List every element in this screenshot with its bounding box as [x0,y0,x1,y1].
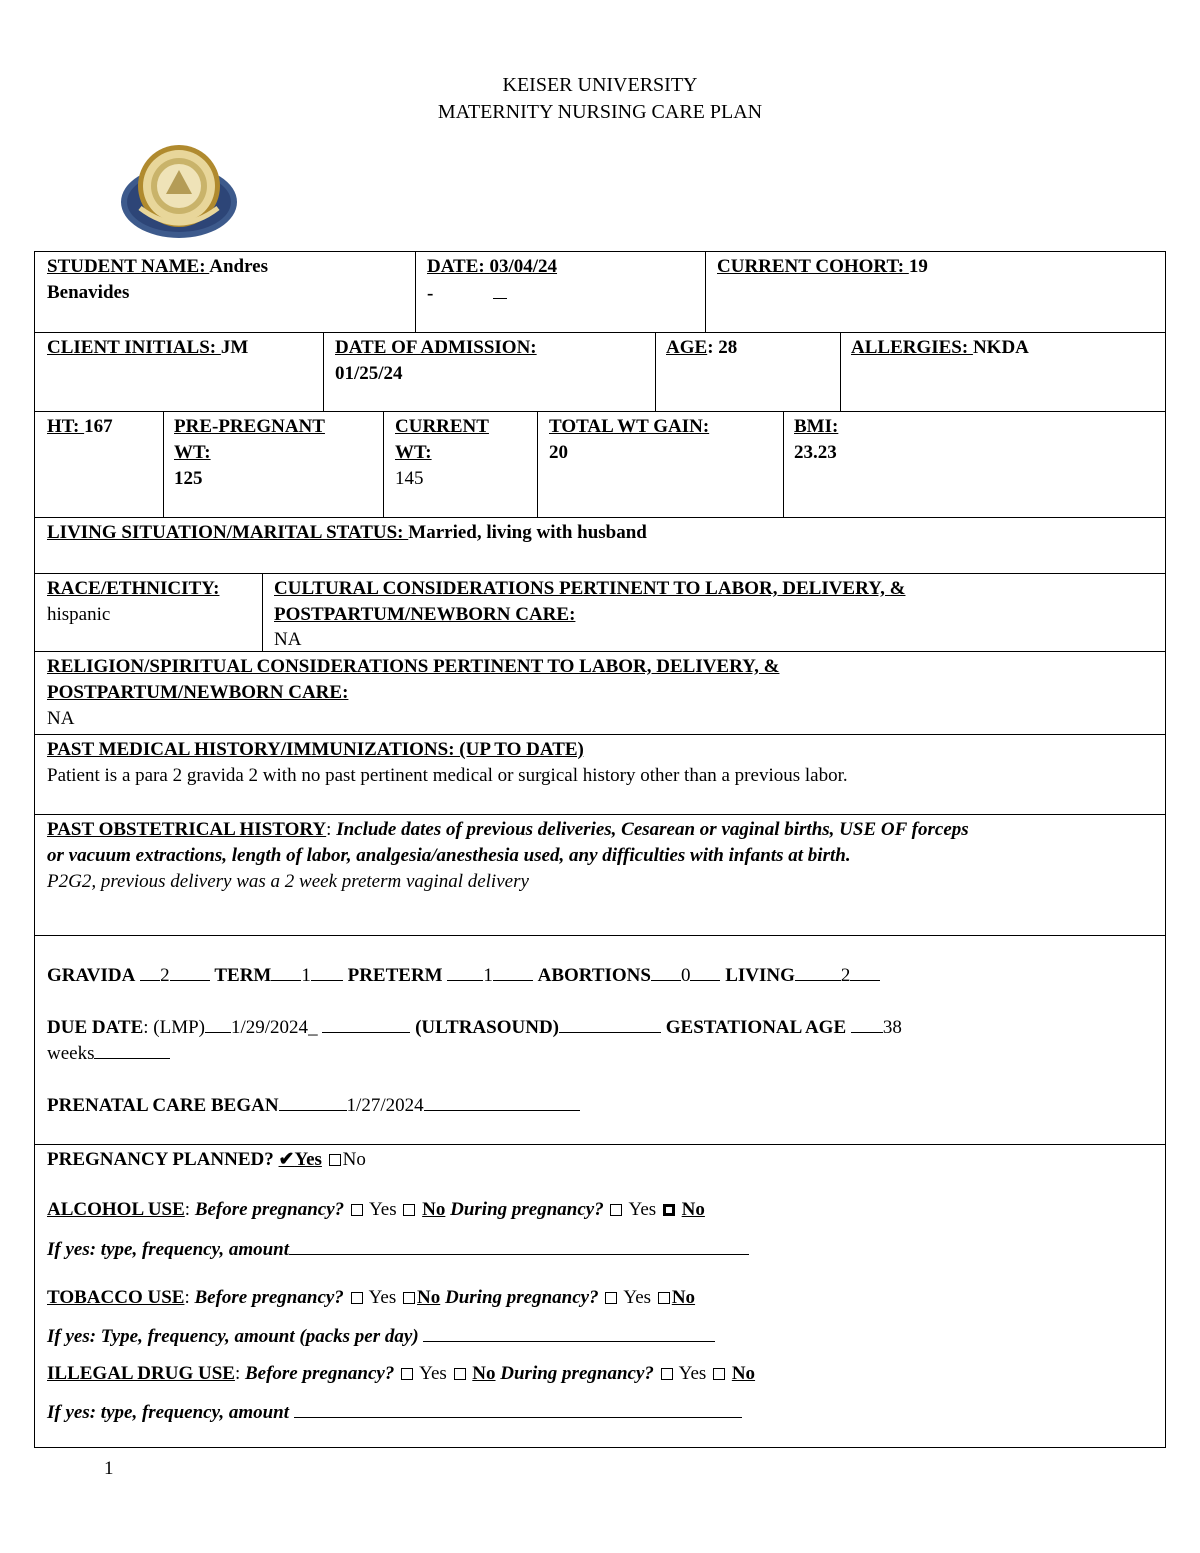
religion-row [35,651,1165,734]
past-obstetrical-history-row [35,814,1165,935]
race-ethnicity-field: RACE/ETHNICITY: hispanic [47,578,220,625]
checkbox-icon[interactable] [454,1368,466,1380]
alcohol-details-line: If yes: type, frequency, amount [47,1236,749,1263]
client-info-row [35,332,1165,411]
cultural-considerations-field: CULTURAL CONSIDERATIONS PERTINENT TO LABOR, DELIVERY, & POSTPARTUM/NEWBORN CARE: NA [274,578,906,650]
checked-icon: ✔Yes [278,1149,322,1170]
due-date-line: DUE DATE: (LMP) 1/29/2024_ (ULTRASOUND) GESTATIONAL AGE 38 [47,1014,902,1041]
checkbox-icon[interactable] [658,1292,670,1304]
care-plan-form [34,251,1166,1448]
checkbox-icon[interactable] [351,1204,363,1216]
checkbox-icon[interactable] [401,1368,413,1380]
past-medical-history-field: PAST MEDICAL HISTORY/IMMUNIZATIONS: (UP TO DATE) Patient is a para 2 gravida 2 with no past pertinent medical or surgical history other than a previous labor. [47,739,848,786]
client-initials-field: CLIENT INITIALS: JM [47,337,249,358]
pregnancy-planned-line: PREGNANCY PLANNED? ✔Yes No [47,1149,366,1170]
bmi-field: BMI: 23.23 [794,416,839,463]
illegal-drug-use-line: ILLEGAL DRUG USE: Before pregnancy? Yes No During pregnancy? Yes No [47,1363,756,1384]
religion-considerations-field: RELIGION/SPIRITUAL CONSIDERATIONS PERTINENT TO LABOR, DELIVERY, & POSTPARTUM/NEWBORN CARE: NA [47,656,780,729]
allergies-field: ALLERGIES: NKDA [851,337,1029,358]
race-cultural-row [35,573,1165,651]
admission-date-field: DATE OF ADMISSION: 01/25/24 [335,337,537,384]
cohort-field: CURRENT COHORT: 19 [717,256,928,277]
gestational-weeks-line: weeks [47,1040,170,1067]
tobacco-use-line: TOBACCO USE: Before pregnancy? Yes No During pregnancy? Yes No [47,1287,696,1308]
weight-row [35,411,1165,517]
total-weight-gain-field: TOTAL WT GAIN: 20 [549,416,710,463]
checkbox-icon[interactable] [610,1204,622,1216]
past-obstetrical-history-field: PAST OBSTETRICAL HISTORY: Include dates of previous deliveries, Cesarean or vaginal births, USE OF forceps or vacuum extractions, length of labor, analgesia/anesthesia used, any difficulties with infants at birth. P2G2, previous delivery was a 2 week preterm vaginal delivery [47,819,969,892]
page-number: 1 [104,1458,114,1479]
university-name: KEISER UNIVERSITY [502,74,698,96]
student-name-field: STUDENT NAME: Andres Benavides [47,256,269,303]
checkbox-icon[interactable] [605,1292,617,1304]
student-info-row [35,252,1165,332]
living-situation-row [35,517,1165,573]
checkbox-icon[interactable] [663,1204,675,1216]
date-field: DATE: 03/04/24 - [427,256,558,304]
checkbox-icon[interactable] [351,1292,363,1304]
illegal-drug-details-line: If yes: type, frequency, amount [47,1399,742,1426]
current-weight-field: CURRENT WT: 145 [395,416,489,489]
form-title: MATERNITY NURSING CARE PLAN [437,101,763,123]
university-seal-logo [118,142,240,240]
substance-use-row [35,1144,1165,1448]
tobacco-details-line: If yes: Type, frequency, amount (packs per day) [47,1323,715,1350]
checkbox-icon[interactable] [713,1368,725,1380]
prenatal-care-line: PRENATAL CARE BEGAN 1/27/2024 [47,1092,580,1119]
alcohol-use-line: ALCOHOL USE: Before pregnancy? Yes No During pregnancy? Yes No [47,1199,705,1220]
checkbox-icon[interactable] [403,1204,415,1216]
past-medical-history-row [35,734,1165,814]
gtpal-line: GRAVIDA 2 TERM 1 PRETERM 1 ABORTIONS 0 LIVING 2 [47,962,880,989]
checkbox-icon[interactable] [329,1154,341,1166]
checkbox-icon[interactable] [403,1292,415,1304]
pre-pregnant-weight-field: PRE-PREGNANT WT: 125 [174,416,325,489]
gravida-due-date-row [35,935,1165,1144]
checkbox-icon[interactable] [661,1368,673,1380]
living-situation-field: LIVING SITUATION/MARITAL STATUS: Married, living with husband [47,522,647,543]
age-field: AGE: 28 [666,337,738,358]
height-field: HT: 167 [47,416,113,437]
